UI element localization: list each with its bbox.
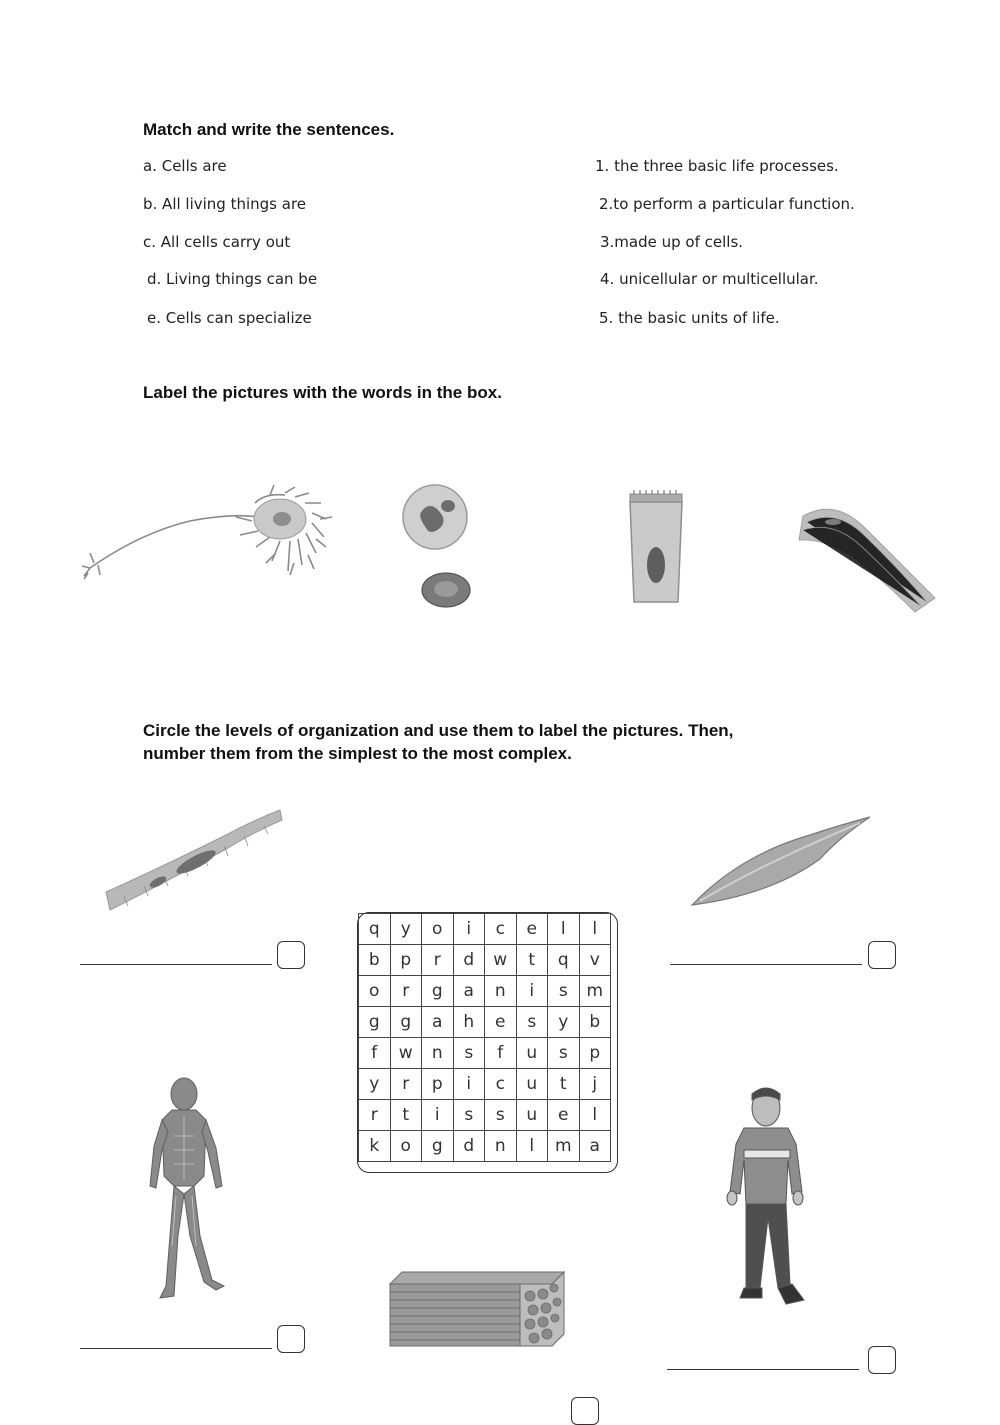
ws-cell[interactable]: o bbox=[390, 1131, 422, 1162]
answer-line-muscular-system[interactable] bbox=[80, 1348, 272, 1349]
ws-cell[interactable]: l bbox=[579, 1100, 611, 1131]
ws-cell[interactable]: s bbox=[548, 976, 580, 1007]
sentence-right-4: 4. unicellular or multicellular. bbox=[600, 270, 819, 288]
muscle-fibre-picture bbox=[795, 498, 940, 614]
number-box-muscle-cell[interactable] bbox=[277, 941, 305, 969]
ws-cell[interactable]: y bbox=[548, 1007, 580, 1038]
ws-cell[interactable]: c bbox=[485, 1069, 517, 1100]
ws-cell[interactable]: t bbox=[390, 1100, 422, 1131]
ws-cell[interactable]: n bbox=[485, 1131, 517, 1162]
ws-cell[interactable]: j bbox=[579, 1069, 611, 1100]
ws-cell[interactable]: a bbox=[422, 1007, 454, 1038]
ws-cell[interactable]: d bbox=[453, 1131, 485, 1162]
sentence-left-b: b. All living things are bbox=[143, 195, 307, 213]
sentence-left-c: c. All cells carry out bbox=[143, 233, 291, 251]
ws-cell[interactable]: g bbox=[422, 976, 454, 1007]
wordsearch-grid bbox=[358, 913, 611, 1162]
number-box-muscle-tissue[interactable] bbox=[571, 1397, 599, 1425]
sentence-left-e: e. Cells can specialize bbox=[147, 309, 312, 327]
ws-cell[interactable]: h bbox=[453, 1007, 485, 1038]
ws-cell[interactable]: w bbox=[390, 1038, 422, 1069]
muscular-system-picture bbox=[146, 1076, 236, 1302]
section2-heading: Label the pictures with the words in the box. bbox=[143, 383, 502, 402]
ws-cell[interactable]: p bbox=[390, 945, 422, 976]
ws-cell[interactable]: s bbox=[453, 1038, 485, 1069]
ws-cell[interactable]: g bbox=[422, 1131, 454, 1162]
ws-cell[interactable]: u bbox=[516, 1069, 548, 1100]
ws-cell[interactable]: b bbox=[579, 1007, 611, 1038]
ws-cell[interactable]: p bbox=[422, 1069, 454, 1100]
ws-cell[interactable]: n bbox=[485, 976, 517, 1007]
ws-cell[interactable]: u bbox=[516, 1038, 548, 1069]
ws-cell[interactable]: v bbox=[579, 945, 611, 976]
ws-cell[interactable]: a bbox=[453, 976, 485, 1007]
ws-cell[interactable]: m bbox=[548, 1131, 580, 1162]
ws-cell[interactable]: l bbox=[548, 914, 580, 945]
section3-heading-line2: number them from the simplest to the most complex. bbox=[143, 744, 572, 763]
ws-cell[interactable]: l bbox=[516, 1131, 548, 1162]
ws-cell[interactable]: n bbox=[422, 1038, 454, 1069]
ws-cell[interactable]: y bbox=[359, 1069, 391, 1100]
epithelial-cell-picture bbox=[622, 490, 692, 610]
number-box-muscular-system[interactable] bbox=[277, 1325, 305, 1353]
ws-cell[interactable]: q bbox=[548, 945, 580, 976]
ws-cell[interactable]: s bbox=[516, 1007, 548, 1038]
ws-cell[interactable]: w bbox=[485, 945, 517, 976]
ws-cell[interactable]: t bbox=[548, 1069, 580, 1100]
ws-cell[interactable]: l bbox=[579, 914, 611, 945]
ws-cell[interactable]: i bbox=[453, 914, 485, 945]
neuron-picture bbox=[80, 483, 340, 593]
muscle-cell-picture bbox=[104, 806, 284, 914]
ws-cell[interactable]: c bbox=[485, 914, 517, 945]
ws-cell[interactable]: u bbox=[516, 1100, 548, 1131]
number-box-muscle-organ[interactable] bbox=[868, 941, 896, 969]
number-box-person[interactable] bbox=[868, 1346, 896, 1374]
sentence-right-5: 5. the basic units of life. bbox=[599, 309, 780, 327]
ws-cell[interactable]: s bbox=[548, 1038, 580, 1069]
ws-cell[interactable]: a bbox=[579, 1131, 611, 1162]
ws-cell[interactable]: i bbox=[453, 1069, 485, 1100]
ws-cell[interactable]: o bbox=[359, 976, 391, 1007]
ws-cell[interactable]: e bbox=[485, 1007, 517, 1038]
ws-cell[interactable]: r bbox=[390, 1069, 422, 1100]
ws-cell[interactable]: k bbox=[359, 1131, 391, 1162]
ws-cell[interactable]: s bbox=[453, 1100, 485, 1131]
sentence-right-3: 3.made up of cells. bbox=[600, 233, 744, 251]
ws-cell[interactable]: o bbox=[422, 914, 454, 945]
sentence-right-2: 2.to perform a particular function. bbox=[599, 195, 855, 213]
ws-cell[interactable]: p bbox=[579, 1038, 611, 1069]
section3-heading-line1: Circle the levels of organization and use them to label the pictures. Then, bbox=[143, 721, 734, 740]
sentence-left-a: a. Cells are bbox=[143, 157, 227, 175]
ws-cell[interactable]: e bbox=[548, 1100, 580, 1131]
section1-heading: Match and write the sentences. bbox=[143, 120, 395, 139]
sentence-left-d: d. Living things can be bbox=[147, 270, 318, 288]
ws-cell[interactable]: y bbox=[390, 914, 422, 945]
ws-cell[interactable]: q bbox=[359, 914, 391, 945]
ws-cell[interactable]: t bbox=[516, 945, 548, 976]
ws-cell[interactable]: e bbox=[516, 914, 548, 945]
ws-cell[interactable]: r bbox=[422, 945, 454, 976]
ws-cell[interactable]: f bbox=[485, 1038, 517, 1069]
ws-cell[interactable]: m bbox=[579, 976, 611, 1007]
ws-cell[interactable]: s bbox=[485, 1100, 517, 1131]
ws-cell[interactable]: i bbox=[516, 976, 548, 1007]
muscle-tissue-picture bbox=[388, 1266, 568, 1350]
ws-cell[interactable]: b bbox=[359, 945, 391, 976]
sentence-right-1: 1. the three basic life processes. bbox=[595, 157, 839, 175]
person-picture bbox=[722, 1084, 814, 1312]
ws-cell[interactable]: r bbox=[359, 1100, 391, 1131]
ws-cell[interactable]: g bbox=[390, 1007, 422, 1038]
answer-line-person[interactable] bbox=[667, 1369, 859, 1370]
ws-cell[interactable]: r bbox=[390, 976, 422, 1007]
muscle-organ-picture bbox=[690, 815, 872, 909]
answer-line-muscle-organ[interactable] bbox=[670, 964, 862, 965]
answer-line-muscle-cell[interactable] bbox=[80, 964, 272, 965]
ws-cell[interactable]: i bbox=[422, 1100, 454, 1131]
blood-cells-picture bbox=[400, 484, 480, 612]
ws-cell[interactable]: g bbox=[359, 1007, 391, 1038]
ws-cell[interactable]: f bbox=[359, 1038, 391, 1069]
ws-cell[interactable]: d bbox=[453, 945, 485, 976]
